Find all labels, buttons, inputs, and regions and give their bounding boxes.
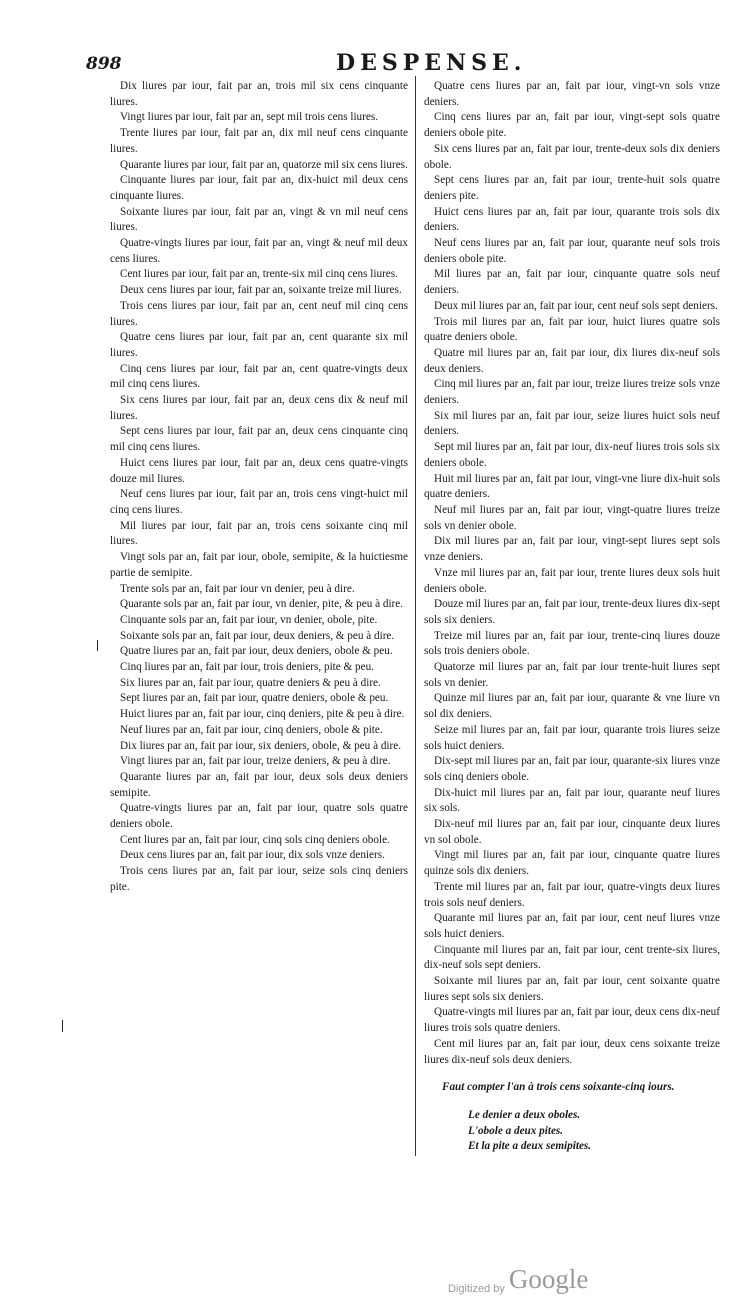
entry: Sept cens liures par iour, fait par an, deux cens cinquante cinq mil cinq cens liures.: [110, 425, 408, 454]
entry: Huit mil liures par an, fait par iour, vingt-vne liure dix-huit sols quatre deniers.: [424, 472, 720, 501]
entry: Cinq mil liures par an, fait par iour, treize liures treize sols vnze deniers.: [424, 378, 720, 407]
entry: Sept liures par an, fait par iour, quatre deniers, obole & peu.: [120, 692, 389, 705]
entry: Soixante liures par iour, fait par an, vingt & vn mil neuf cens liures.: [110, 205, 408, 234]
entry: Dix-neuf mil liures par an, fait par iour, cinquante deux liures vn sol obole.: [424, 818, 720, 846]
entry: Trois cens liures par iour, fait par an, cent neuf mil cinq cens liures.: [110, 299, 408, 328]
entry: Six liures par an, fait par iour, quatre deniers & peu à dire.: [120, 676, 381, 689]
entry: Quatre-vingts liures par iour, fait par an, vingt & neuf mil deux cens liures.: [110, 237, 408, 265]
entry: Cinq liures par an, fait par iour, trois deniers, pite & peu.: [120, 661, 375, 674]
entry: Cinquante sols par an, fait par iour, vn denier, obole, pite.: [120, 613, 378, 626]
entry: Dix-sept mil liures par an, fait par iour, quarante-six liures vnze sols cinq deniers obole.: [424, 755, 720, 783]
entry: Trente liures par iour, fait par an, dix mil neuf cens cinquante liures.: [110, 127, 408, 155]
entry: Soixante mil liures par an, fait par iour, cent soixante quatre liures sept sols six deniers.: [424, 975, 720, 1003]
entry: Six cens liures par an, fait par iour, trente-deux sols dix deniers obole.: [424, 142, 720, 171]
entry: Cinquante liures par iour, fait par an, dix-huict mil deux cens cinquante liures.: [110, 174, 408, 202]
entry: Cinq cens liures par iour, fait par an, cent quatre-vingts deux mil cinq cens liures.: [110, 362, 408, 391]
digitized-label: Digitized by: [448, 1283, 505, 1295]
entry: Six mil liures par an, fait par iour, seize liures huict sols neuf deniers.: [424, 409, 720, 438]
page-title: DESPENSE.: [336, 50, 527, 76]
entry: Vingt sols par an, fait par iour, obole, semipite, & la huictiesme partie de semipite.: [110, 551, 408, 579]
entry: Quarante liures par an, fait par iour, deux sols deux deniers semipite.: [110, 770, 408, 799]
entry: Cent liures par an, fait par iour, cinq sols cinq deniers obole.: [120, 833, 390, 846]
entry: Vingt liures par iour, fait par an, sept mil trois cens liures.: [120, 111, 378, 124]
page-number: 898: [86, 54, 122, 74]
entry: Sept mil liures par an, fait par iour, dix-neuf liures trois sols six deniers obole.: [424, 441, 720, 469]
entry: Cinq cens liures par an, fait par iour, vingt-sept sols quatre deniers obole pite.: [424, 111, 720, 140]
right-column: [424, 79, 720, 1155]
entry: Dix mil liures par an, fait par iour, vingt-sept liures sept sols vnze deniers.: [424, 535, 720, 564]
entry: Deux mil liures par an, fait par iour, cent neuf sols sept deniers.: [434, 299, 718, 312]
entry: Huict liures par an, fait par iour, cinq deniers, pite & peu à dire.: [120, 708, 405, 721]
margin-mark: [97, 640, 98, 651]
entry: Neuf cens liures par an, fait par iour, quarante neuf sols trois deniers obole pite.: [424, 237, 720, 265]
verse-line: L'obole a deux pites.: [468, 1124, 564, 1137]
entry: Dix-huict mil liures par an, fait par iour, quarante neuf liures six sols.: [424, 786, 720, 815]
entry: Sept cens liures par an, fait par iour, trente-huit sols quatre deniers pite.: [424, 174, 720, 202]
verse-line: Le denier a deux oboles.: [468, 1109, 581, 1121]
entry: Cent mil liures par an, fait par iour, deux cens soixante treize liures dix-neuf sols deux deniers.: [424, 1037, 720, 1066]
entry: Huict cens liures par iour, fait par an, deux cens quatre-vingts douze mil liures.: [110, 456, 408, 485]
entry: Dix liures par iour, fait par an, trois mil six cens cinquante liures.: [110, 80, 408, 108]
entry: Quarante liures par iour, fait par an, quatorze mil six cens liures.: [120, 158, 408, 171]
entry: Cent liures par iour, fait par an, trente-six mil cinq cens liures.: [120, 268, 398, 281]
entry: Quarante sols par an, fait par iour, vn denier, pite, & peu à dire.: [120, 598, 404, 611]
entry: Soixante sols par an, fait par iour, deux deniers, & peu à dire.: [120, 629, 395, 642]
entry: Dix liures par an, fait par iour, six deniers, obole, & peu à dire.: [120, 739, 402, 752]
entry: Quatorze mil liures par an, fait par iour trente-huit liures sept sols vn denier.: [424, 661, 720, 689]
entry: Quatre-vingts liures par an, fait par iour, quatre sols quatre deniers obole.: [110, 802, 408, 831]
entry: Vnze mil liures par an, fait par iour, trente liures deux sols huit deniers obole.: [424, 566, 720, 595]
entry: Cinquante mil liures par an, fait par iour, cent trente-six liures, dix-neuf sols sept deniers.: [424, 943, 720, 972]
entry: Trois cens liures par an, fait par iour, seize sols cinq deniers pite.: [110, 865, 408, 893]
column-divider: [415, 76, 416, 1156]
entry: Quinze mil liures par an, fait par iour, quarante & vne liure vn sol dix deniers.: [424, 692, 720, 721]
entry: Trente sols par an, fait par iour vn denier, peu à dire.: [120, 582, 355, 595]
entry: Vingt liures par an, fait par iour, treize deniers, & peu à dire.: [120, 755, 391, 768]
entry: Deux cens liures par an, fait par iour, dix sols vnze deniers.: [120, 849, 385, 862]
margin-mark: [62, 1020, 63, 1032]
entry: Quatre mil liures par an, fait par iour, dix liures dix-neuf sols deux deniers.: [424, 346, 720, 375]
entry: Trente mil liures par an, fait par iour, quatre-vingts deux liures trois sols neuf deniers.: [424, 880, 720, 909]
entry: Six cens liures par iour, fait par an, deux cens dix & neuf mil liures.: [110, 394, 408, 422]
entry: Mil liures par an, fait par iour, cinquante quatre sols neuf deniers.: [424, 268, 720, 297]
entry: Quatre-vingts mil liures par an, fait par iour, deux cens dix-neuf liures trois sols quatre deniers.: [424, 1006, 720, 1035]
entry: Neuf liures par an, fait par iour, cinq deniers, obole & pite.: [120, 723, 383, 736]
entry: Quatre liures par an, fait par iour, deux deniers, obole & peu.: [120, 645, 393, 658]
note: Faut compter l'an à trois cens soixante-cinq iours.: [442, 1081, 675, 1094]
entry: Douze mil liures par an, fait par iour, trente-deux liures dix-sept sols six deniers.: [424, 598, 720, 626]
entry: Quatre cens liures par an, fait par iour, vingt-vn sols vnze deniers.: [424, 80, 720, 108]
entry: Quarante mil liures par an, fait par iour, cent neuf liures vnze sols huict deniers.: [424, 912, 720, 940]
google-logo: Google: [508, 1264, 589, 1294]
digitized-watermark: [448, 1264, 588, 1295]
entry: Mil liures par iour, fait par an, trois cens soixante cinq mil liures.: [110, 519, 408, 548]
entry: Deux cens liures par iour, fait par an, soixante treize mil liures.: [120, 284, 402, 297]
entry: Trois mil liures par an, fait par iour, huict liures quatre sols quatre deniers obole.: [424, 315, 720, 344]
entry: Seize mil liures par an, fait par iour, quarante trois liures seize sols huict deniers.: [424, 723, 720, 752]
entry: Huict cens liures par an, fait par iour, quarante trois sols dix deniers.: [424, 205, 720, 234]
entry: Neuf cens liures par iour, fait par an, trois cens vingt-huict mil cinq cens liures.: [110, 488, 408, 516]
left-column: [110, 79, 408, 896]
entry: Quatre cens liures par iour, fait par an, cent quarante six mil liures.: [110, 331, 408, 359]
entry: Treize mil liures par an, fait par iour, trente-cinq liures douze sols trois deniers obole.: [424, 629, 720, 658]
verse-line: Et la pite a deux semipites.: [468, 1140, 592, 1153]
entry: Neuf mil liures par an, fait par iour, vingt-quatre liures treize sols vn denier obole.: [424, 503, 720, 532]
entry: Vingt mil liures par an, fait par iour, cinquante quatre liures quinze sols dix deniers.: [424, 849, 720, 878]
